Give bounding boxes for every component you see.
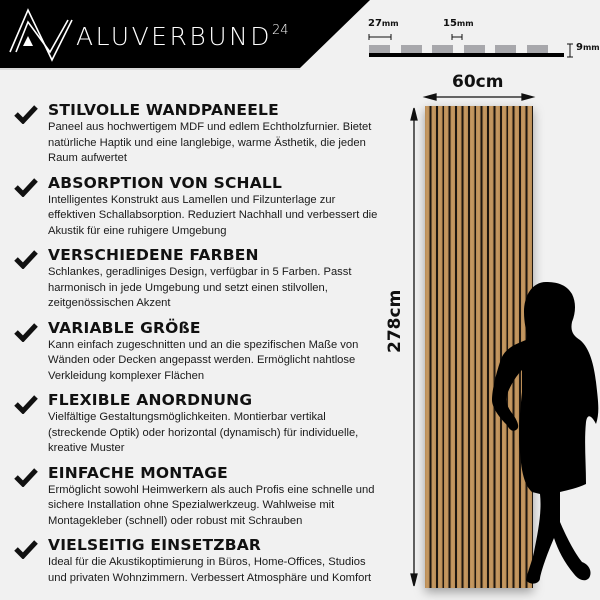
- feature-title: VIELSEITIG EINSETZBAR: [48, 536, 262, 554]
- checkmark-icon: [14, 539, 38, 559]
- feature-item: [0, 100, 380, 167]
- brand-wordmark: [76, 22, 289, 51]
- brand-name: ALUVERBUND: [76, 22, 272, 51]
- panel-height-label: 278cm: [385, 289, 405, 353]
- feature-item: [0, 463, 380, 530]
- feature-text: Paneel aus hochwertigem MDF und edlem Echtholzfurnier. Bietet natürliche Haptik und eine langlebige, warme Ästhetik, die jeden Raum aufwertet: [48, 121, 372, 164]
- feature-text: Schlankes, geradliniges Design, verfügbar in 5 Farben. Passt harmonisch in jede Umgebung und setzt einen stilvollen, zeitgenössischen Akzent: [48, 266, 352, 309]
- checkmark-icon: [14, 177, 38, 197]
- feature-text: Vielfältige Gestaltungsmöglichkeiten. Montierbar vertikal (streckende Optik) oder horizontal (dynamisch) für individuelle, kreative Muster: [48, 411, 359, 454]
- feature-item: [0, 173, 380, 240]
- av-zigzag-logo-icon: [8, 6, 74, 62]
- panel-width-label: 60cm: [452, 72, 504, 92]
- checkmark-icon: [14, 322, 38, 342]
- feature-title: EINFACHE MONTAGE: [48, 463, 228, 482]
- checkmark-icon: [14, 104, 38, 124]
- checkmark-icon: [14, 467, 38, 487]
- feature-text: Ermöglicht sowohl Heimwerkern als auch Profis eine schnelle und sichere Installation ohne Spezialwerkzeug. Wahlweise mit Montagekleber (schnell) oder robust mit Schrauben: [48, 483, 375, 527]
- feature-text: Kann einfach zugeschnitten und an die spezifischen Maße von Wänden oder Decken angepasst werden. Ermöglicht nahtlose Verkleidung komplexer Flächen: [48, 338, 359, 382]
- feature-title: ABSORPTION VON SCHALL: [48, 173, 283, 192]
- profile-cross-section-diagram: [368, 14, 600, 64]
- profile-shape: [368, 14, 600, 64]
- feature-text: Intelligentes Konstrukt aus Lamellen und Filzunterlage zur effektiven Schallabsorption. Reduziert Nachhall und verbessert die Akustik für eine ruhigere Umgebung: [48, 193, 378, 237]
- gap-width-label: 15mm: [443, 18, 474, 29]
- feature-list: [0, 100, 380, 586]
- feature-title: VERSCHIEDENE FARBEN: [48, 246, 259, 264]
- woman-silhouette-icon: [488, 282, 600, 592]
- feature-item: [0, 390, 380, 457]
- thickness-label: 9mm: [576, 42, 600, 53]
- feature-title: STILVOLLE WANDPANEELE: [48, 101, 279, 119]
- feature-item: [0, 245, 380, 312]
- feature-title: VARIABLE GRÖßE: [48, 318, 201, 337]
- feature-item: [0, 318, 380, 385]
- feature-text: Ideal für die Akustikoptimierung in Büros, Home-Offices, Studios und privaten Wohnzimmern. Verbessert Atmosphäre und Komfort: [48, 556, 372, 584]
- feature-item: [0, 535, 380, 586]
- slat-width-label: 27mm: [368, 18, 399, 29]
- feature-title: FLEXIBLE ANORDNUNG: [48, 391, 253, 409]
- checkmark-icon: [14, 394, 38, 414]
- checkmark-icon: [14, 249, 38, 269]
- brand-superscript: 24: [271, 22, 289, 38]
